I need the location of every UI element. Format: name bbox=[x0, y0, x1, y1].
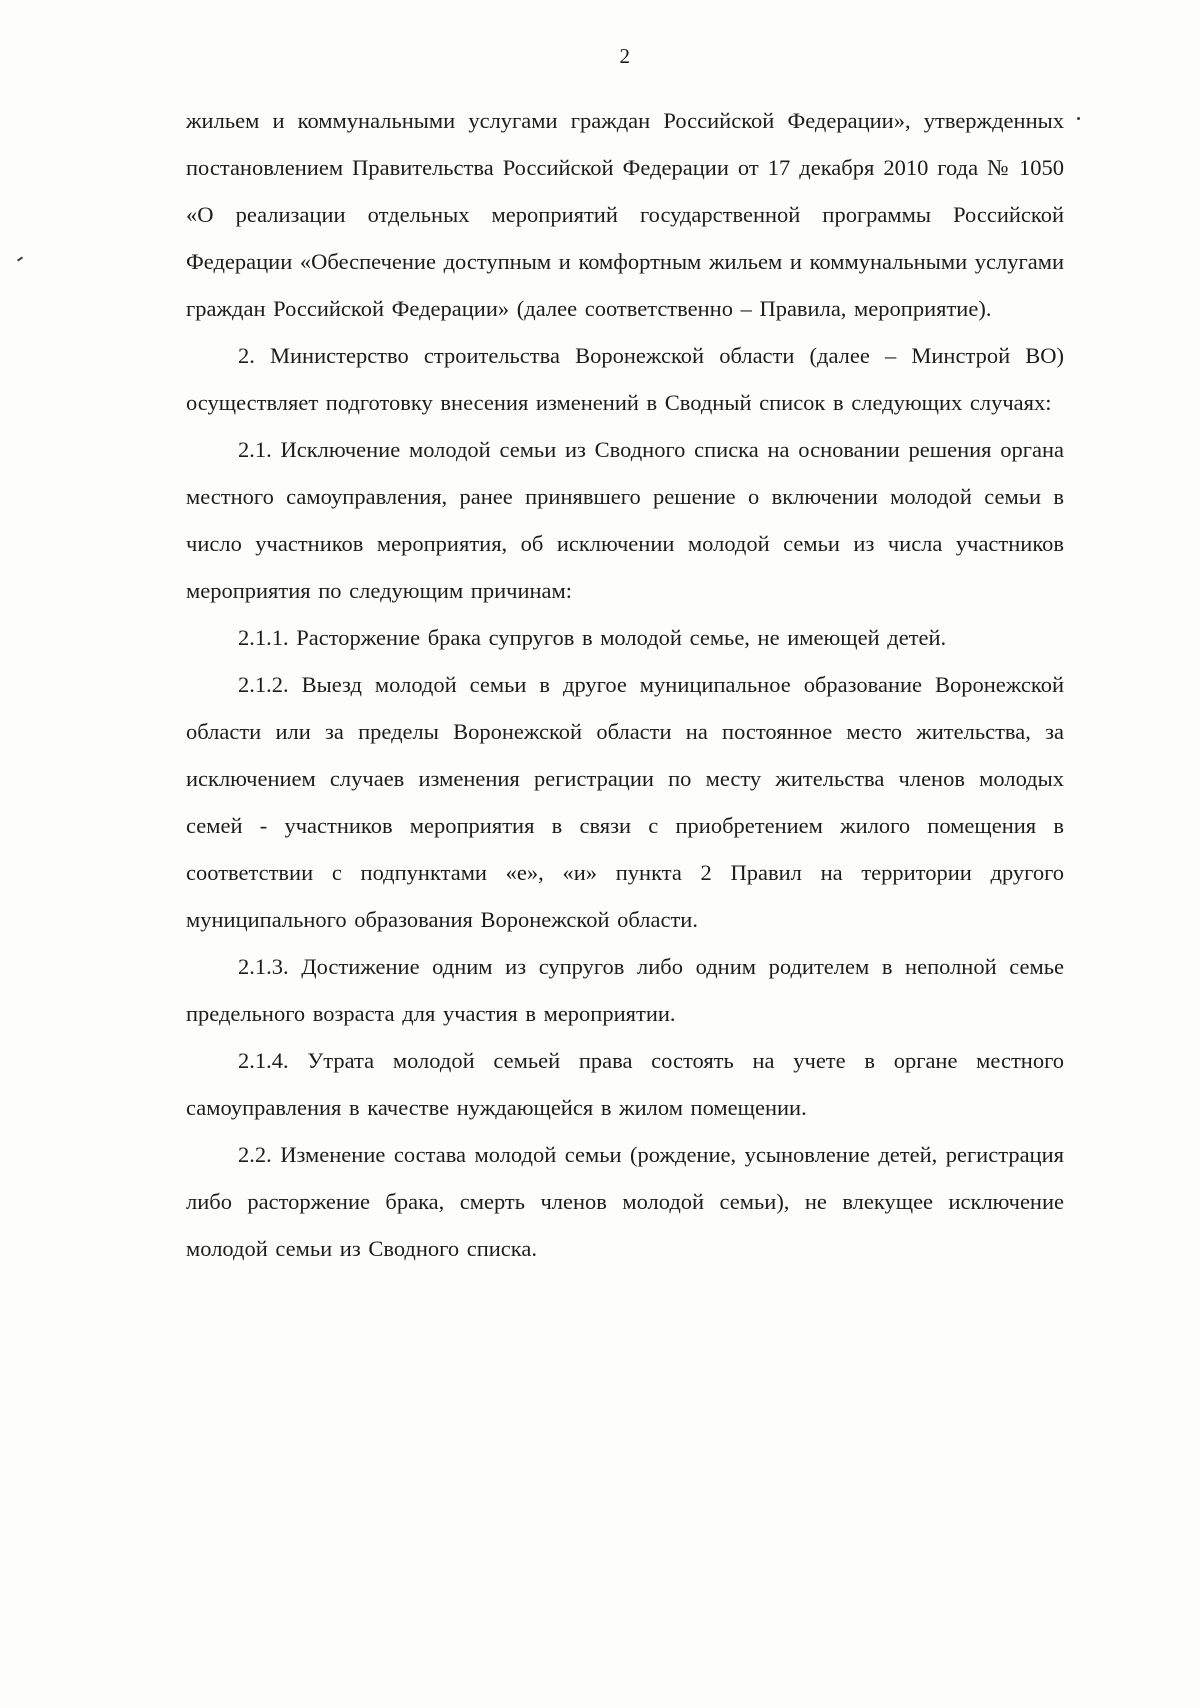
paragraph: 2.1.2. Выезд молодой семьи в другое муниципальное образование Воронежской области или за пределы Воронежской области на постоянное место жительства, за исключением случаев изменения регистрации по месту жительства членов молодых семей - участников мероприятия в связи с приобретением жилого помещения в соответствии с подпунктами «е», «и» пункта 2 Правил на территории другого муниципального образования Воронежской области. bbox=[186, 672, 1064, 932]
scan-artifact-dash bbox=[17, 256, 23, 261]
page-number: 2 bbox=[619, 44, 631, 68]
paragraph: 2.2. Изменение состава молодой семьи (рождение, усыновление детей, регистрация либо расторжение брака, смерть членов молодой семьи), не влекущее исключение молодой семьи из Сводного списка. bbox=[186, 1142, 1064, 1261]
document-body bbox=[186, 97, 1064, 1272]
paragraph: 2. Министерство строительства Воронежской области (далее – Минстрой ВО) осуществляет подготовку внесения изменений в Сводный список в следующих случаях: bbox=[186, 343, 1064, 415]
paragraph: 2.1. Исключение молодой семьи из Сводного списка на основании решения органа местного самоуправления, ранее принявшего решение о включении молодой семьи в число участников мероприятия, об исключении молодой семьи из числа участников мероприятия по следующим причинам: bbox=[186, 437, 1064, 603]
scan-artifact-dot bbox=[1077, 117, 1080, 120]
paragraph: жильем и коммунальными услугами граждан Российской Федерации», утвержденных постановлением Правительства Российской Федерации от 17 декабря 2010 года № 1050 «О реализации отдельных мероприятий государственной программы Российской Федерации «Обеспечение доступным и комфортным жильем и коммунальными услугами граждан Российской Федерации» (далее соответственно – Правила, мероприятие). bbox=[186, 108, 1064, 321]
paragraph: 2.1.3. Достижение одним из супругов либо одним родителем в неполной семье предельного возраста для участия в мероприятии. bbox=[186, 954, 1064, 1026]
paragraph: 2.1.1. Расторжение брака супругов в молодой семье, не имеющей детей. bbox=[238, 625, 947, 650]
paragraph: 2.1.4. Утрата молодой семьей права состоять на учете в органе местного самоуправления в качестве нуждающейся в жилом помещении. bbox=[186, 1048, 1064, 1120]
